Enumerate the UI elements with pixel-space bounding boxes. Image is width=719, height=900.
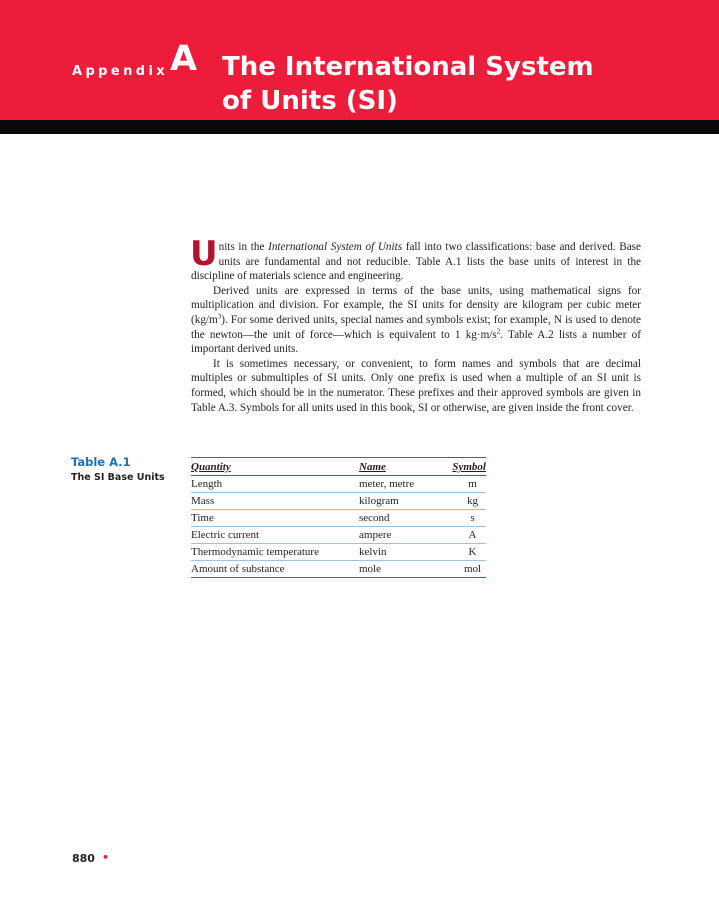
paragraph-2-sup-2: 2 [496, 326, 501, 335]
header-symbol: Symbol [449, 458, 486, 476]
cell-quantity: Mass [191, 493, 359, 510]
paragraph-2-text-c: . Table A.2 lists a number of important derived units. [191, 328, 641, 356]
table-row [191, 493, 486, 510]
header-quantity: Quantity [191, 458, 359, 476]
table-row [191, 544, 486, 561]
table-caption-title: The SI Base Units [71, 472, 165, 483]
paragraph-2-text-a: Derived units are expressed in terms of the base units, using mathematical signs for multiplication and division. For example, the SI units for density are kilogram per cubic meter (kg/m [191, 284, 641, 326]
cell-symbol: A [449, 527, 486, 544]
body-text [190, 234, 641, 415]
chapter-title-line-2: of Units (SI) [222, 86, 398, 116]
cell-symbol: kg [449, 493, 486, 510]
cell-quantity: Electric current [191, 527, 359, 544]
cell-symbol: m [449, 476, 486, 493]
cell-symbol: mol [463, 563, 482, 575]
cell-name: second [359, 510, 449, 527]
paragraph-3: It is sometimes necessary, or convenient, to form names and symbols that are decimal multiples or submultiples of SI units. Only one prefix is used when a multiple of an SI unit is formed, which should be in the numerator. These prefixes and their approved symbols are given in Table A.3. Symbols for all units used in this book, SI or otherwise, are given inside the front cover. [191, 357, 641, 414]
paragraph-2-text-b: ). For some derived units, special names and symbols exist; for example, N is used to denote the newton—the unit of force—which is equivalent to 1 kg·m/s [191, 313, 641, 341]
cell-name: ampere [359, 527, 449, 544]
cell-name: kilogram [359, 493, 449, 510]
paragraph-1 [190, 234, 641, 284]
paragraph-1-italic: International System of Units [268, 241, 403, 253]
chapter-title-line-1: The International System [222, 52, 594, 82]
table-header-row [191, 458, 486, 476]
cell-quantity: Length [191, 476, 359, 493]
banner-divider [0, 120, 719, 134]
paragraph-2-sup-1: 3 [217, 312, 222, 321]
page-number: 880 [72, 852, 95, 865]
cell-quantity: Thermodynamic temperature [191, 544, 359, 561]
si-base-units-table [191, 457, 486, 578]
appendix-label: Appendix [72, 64, 169, 79]
cell-name: mole [359, 563, 381, 575]
paragraph-1-text-a: nits in the [218, 241, 269, 253]
table-caption-number: Table A.1 [71, 455, 131, 469]
cell-name: meter, metre [359, 476, 449, 493]
table-row [191, 476, 486, 493]
paragraph-1-text-b: fall into two classifications: base and derived. Base units are fundamental and not reducible. Table A.1 lists the base units of interest in the discipline of materials science and engineering. [191, 241, 641, 283]
paragraph-2 [191, 284, 641, 357]
appendix-letter: A [170, 39, 198, 79]
table-row [191, 561, 486, 578]
header-name: Name [359, 458, 449, 476]
cell-symbol: s [449, 510, 486, 527]
page-separator-dot: • [102, 851, 110, 864]
table-row [191, 510, 486, 527]
cell-quantity: Time [191, 510, 359, 527]
drop-cap: U [190, 234, 218, 274]
cell-name: kelvin [359, 544, 449, 561]
cell-symbol: K [449, 544, 486, 561]
cell-quantity: Amount of substance [191, 563, 285, 575]
table-row [191, 527, 486, 544]
chapter-title [222, 50, 682, 118]
